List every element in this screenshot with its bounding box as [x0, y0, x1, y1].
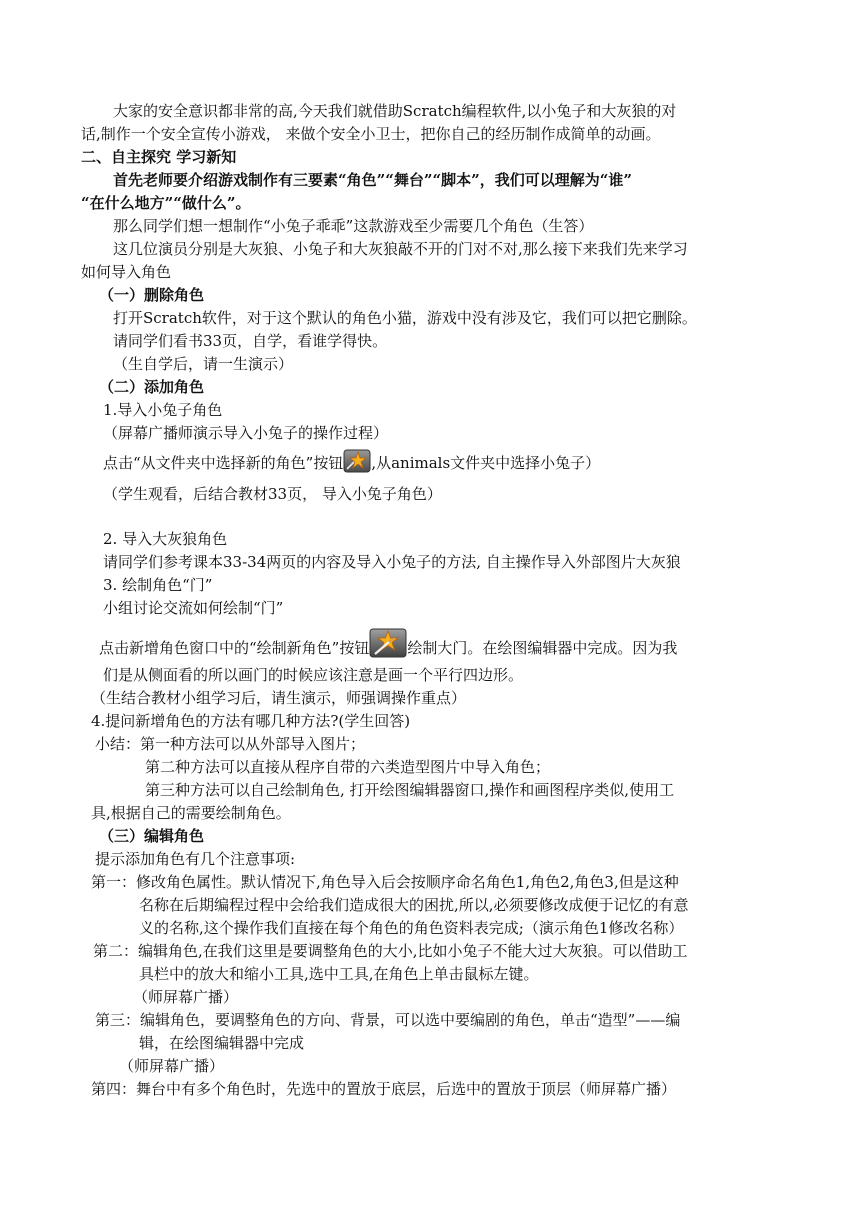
text-line: 第二种方法可以直接从程序自带的六类造型图片中导入角色； — [145, 758, 551, 776]
text-line: 请同学们参考课本33-34两页的内容及导入小兔子的方法, 自主操作导入外部图片大灰狼 — [103, 553, 681, 571]
text-segment: 点击新增角色窗口中的“绘制新角色”按钮 — [99, 639, 370, 657]
text-line: 第三：编辑角色，要调整角色的方向、背景，可以选中要编剧的角色，单击“造型”——编 — [95, 1011, 681, 1029]
paint-new-sprite-icon — [369, 628, 407, 658]
text-line: 第四：舞台中有多个角色时，先选中的置放于底层，后选中的置放于顶层（师屏幕广播） — [91, 1080, 677, 1098]
text-line: 那么同学们想一想制作“小兔子乖乖”这款游戏至少需要几个角色（生答） — [113, 217, 594, 235]
text-line: 大家的安全意识都非常的高,今天我们就借助Scratch编程软件,以小兔子和大灰狼的对 — [113, 102, 677, 120]
subsection-heading: （一）删除角色 — [99, 286, 205, 304]
text-line: “在什么地方”“做什么”。 — [81, 194, 251, 212]
text-line: （师屏幕广播） — [119, 1057, 225, 1075]
text-line: （生自学后，请一生演示） — [113, 355, 294, 373]
text-line: 这几位演员分别是大灰狼、小兔子和大灰狼敲不开的门对不对,那么接下来我们先来学习 — [113, 240, 688, 258]
text-segment: ,从animals文件夹中选择小兔子） — [371, 454, 601, 472]
text-line: 第三种方法可以自己绘制角色, 打开绘图编辑器窗口,操作和画图程序类似,使用工 — [145, 781, 675, 799]
text-line: 首先老师要介绍游戏制作有三要素“角色”“舞台”“脚本”，我们可以理解为“谁” — [113, 171, 633, 189]
text-line-with-icon — [99, 634, 677, 664]
text-line: 小组讨论交流如何绘制“门” — [103, 599, 284, 617]
text-line-with-icon — [103, 452, 600, 476]
text-segment: 绘制大门。在绘图编辑器中完成。因为我 — [407, 639, 678, 657]
text-line: 第二：编辑角色,在我们这里是要调整角色的大小,比如小兔子不能大过大灰狼。可以借助工 — [93, 942, 688, 960]
text-line: （生结合教材小组学习后，请生演示，师强调操作重点） — [91, 689, 467, 707]
text-line: 第一：修改角色属性。默认情况下,角色导入后会按顺序命名角色1,角色2,角色3,但是这种 — [91, 873, 679, 891]
text-line: 辑，在绘图编辑器中完成 — [139, 1034, 305, 1052]
text-line: （学生观看，后结合教材33页， 导入小兔子角色） — [103, 485, 442, 503]
text-line: 请同学们看书33页，自学，看谁学得快。 — [113, 332, 388, 350]
text-line: 打开Scratch软件，对于这个默认的角色小猫，游戏中没有涉及它，我们可以把它删除。 — [113, 309, 697, 327]
text-line: （屏幕广播师演示导入小兔子的操作过程） — [103, 424, 389, 442]
text-line: 2. 导入大灰狼角色 — [103, 530, 228, 548]
text-line: 们是从侧面看的所以画门的时候应该注意是画一个平行四边形。 — [103, 666, 524, 684]
text-line: 名称在后期编程过程中会给我们造成很大的困扰,所以,必须要修改成便于记忆的有意 — [139, 896, 689, 914]
text-segment: 点击“从文件夹中选择新的角色”按钮 — [103, 454, 344, 472]
text-line: 义的名称,这个操作我们直接在每个角色的角色资料表完成;（演示角色1修改名称） — [139, 919, 684, 937]
text-line: 1.导入小兔子角色 — [103, 401, 223, 419]
section-heading: 二、自主探究 学习新知 — [81, 148, 237, 166]
text-line: 提示添加角色有几个注意事项: — [95, 850, 296, 868]
subsection-heading: （三）编辑角色 — [99, 827, 205, 845]
text-line: （师屏幕广播） — [133, 988, 239, 1006]
text-line: 如何导入角色 — [81, 263, 172, 281]
text-line: 具栏中的放大和缩小工具,选中工具,在角色上单击鼠标左键。 — [139, 965, 539, 983]
choose-sprite-from-file-icon — [343, 449, 371, 473]
text-line: 具,根据自己的需要绘制角色。 — [91, 804, 291, 822]
subsection-heading: （二）添加角色 — [99, 378, 205, 396]
text-line: 4.提问新增角色的方法有哪几种方法?(学生回答) — [91, 712, 411, 730]
text-line: 3. 绘制角色“门” — [103, 576, 213, 594]
text-line: 小结：第一种方法可以从外部导入图片； — [95, 735, 366, 753]
text-line: 话,制作一个安全宣传小游戏， 来做个安全小卫士，把你自己的经历制作成简单的动画。 — [81, 125, 661, 143]
